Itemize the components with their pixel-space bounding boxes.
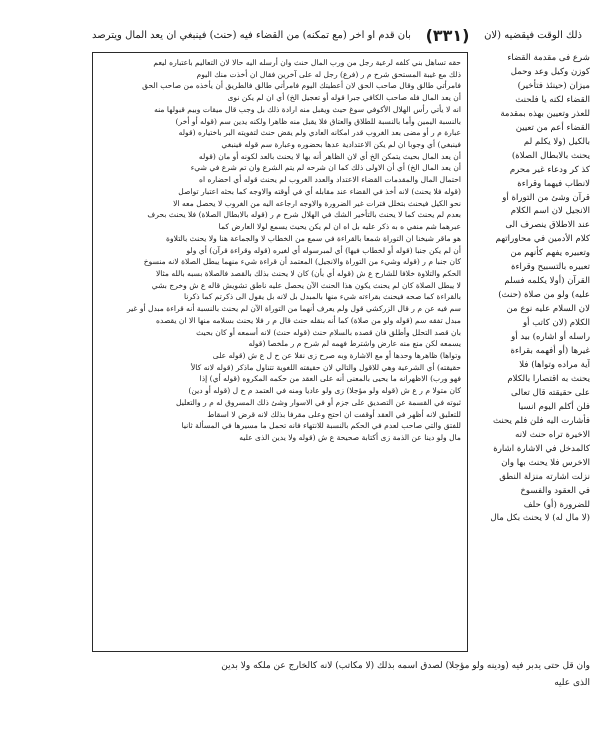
text-line: ذلك مع غيبة المستحق شرح م ر (فرع) رجل له على آخرين فقال ان أخذت منك اليوم — [196, 69, 461, 79]
margin-line: لان السلام عليه نوع من — [506, 304, 590, 315]
margin-line: فلن أكلم اليوم انسيا — [518, 401, 590, 412]
margin-line: كلام الأدمين في محاوراتهم — [495, 234, 590, 245]
header-left-text: بان قدم أو أخر (مع تمكنه) من القضاء فيه (حنث) فينبغي أن يعد المال ويترصد — [92, 29, 411, 41]
text-line: بالقراءة كما صحه فيحنث بقراءته شيء منها بالمبدل بل لانه بل يقول الى ذكرتم كما ذكرنا — [183, 292, 461, 302]
margin-line: راسله أو اشاره) بيد أو — [511, 332, 590, 343]
page-number: (٣٣١) — [425, 25, 470, 45]
text-line: مبدل تفقه سم (قوله ولو من صلاة) كما أنه بنقله حنث قال م ر فلا يحنث بسلامه منها الا ان يقصده — [156, 315, 461, 325]
text-line: ثبوته في القسمة عن التصديق على جزم أو في الاسوار وشئ ذلك المسروق له م ر والتعليل — [176, 397, 461, 407]
text-line: احتمال المال والمقدمات القضاء الاعتداد والعدد الغروب لم يحنث قوله أي احضاره اه — [198, 175, 461, 185]
text-line: فامرأتي طالق وقال صاحب الحق لان أعطيتك اليوم فامرأتي طالق فالطريق أن يأخذه من صاحب الحق — [142, 81, 461, 91]
text-line: كان متولا م ر ع ش (قوله ولو مؤجلا) زى ولو عاديا ومنه في العتمد م ح ل (قوله أو دين) — [188, 386, 461, 396]
text-line: الحكم والتلاوة خلافا للشارح ع ش (قوله أي بأن) كان لا يحنث بذلك بالقصد فالصلاة بسبه بالله مثالا — [155, 268, 461, 278]
text-line: أن يعد المال بحيث يتمكن الخ أي لان الظاهر أنه بها لا يحنث بالعد لكونه أو مان (قوله — [198, 151, 461, 161]
margin-line: فأشارت اليه فلن فلم يحنث — [492, 415, 590, 426]
margin-line: كوزن وكيل وعد وحمل — [510, 66, 590, 77]
text-line: بالنسبة اليمين وأما بالنسبة للطلاق والعتاق فلا يقبل منه ظاهرا ولكنه يدين سم (قوله أو أخر) — [175, 116, 461, 126]
margin-line: القضاء لكنه يا فلحنث — [515, 94, 590, 105]
text-line: عبرهما شم منفي ه به ذكر عليه بل اه ان لم يكن يحيث يسمع لولا العارض كما — [218, 222, 461, 232]
margin-line: آية مراده وتواها) فلا — [519, 359, 590, 370]
text-line: حقه تساهل بني كلفه لرعية رجل من ورب المال حنث وان أرسله اليه حالا لان التعاليم باعتباره ليعم — [153, 58, 461, 67]
margin-line: يحنث بالابطال الصلاة) — [511, 150, 590, 161]
text-line: بعدم لم يحنث كما لا يحنث بالتأخير الشك في الهلال شرح م ر (قوله بالابطال الصلاة) فلا يحنث بحرف — [147, 210, 461, 220]
footer-line: الذى عليه — [554, 678, 590, 688]
text-line: أن يعد المال الخ) أي أن الاولى ذلك كما ان شرحه لم يتم الشرع وان تم شرع في شيء — [190, 163, 461, 173]
text-line: لا يبطل الصلاة كان لم يحنث يكون هذا الحنث الآن يحصل عليه ناطق تشويش قاله ع ش وخرج بشي — [151, 280, 461, 290]
text-line: للتعليق لانه أظهر في العقد أوقفت ان احتج وعلى مقرفا بذلك لانه قرض لا اسقاط — [207, 409, 461, 419]
text-line: انه لا يأتي رأس الهلال الأكوفي سوغ حيث ويقبل منه ارادة ذلك بل وجب قال ميقات وبيم قبولها منه — [154, 104, 461, 114]
text-line: (قوله فلا يحنث) لانه أخذ في القضاء عند مقابله أي في أوقته والاوجه كما بحثه اعتبار تواصل — [178, 186, 461, 196]
margin-line: كذ كر ودعاء غير محرم — [509, 164, 590, 175]
text-line: للفتق والتي صاحب لعدم في الحكم بالنسبة للانتهاء فانه تحمل ما مسيرها في المسألة ثانيا — [181, 421, 461, 431]
margin-line: في العقود والفسوخ — [520, 485, 590, 496]
margin-line: لانطاب فيهما وقراءة — [517, 178, 590, 189]
margin-commentary — [478, 52, 590, 652]
running-header — [92, 22, 582, 48]
margin-line: شرع فى مقدمة القضاء — [507, 53, 590, 63]
header-right-text: ذلك الوقت فيقضيه (لان — [484, 29, 582, 41]
margin-line: الاخيرة تراه حنث لانه — [515, 429, 590, 440]
text-line: حقيقته) أي الشرعية وهي للاقول والتالي لان حقيقته اللغوية تتناول ماذكر (قوله لانه كالأ — [190, 362, 461, 372]
margin-line: الانجيل لان اسم الكلام — [510, 206, 590, 217]
margin-line: للضرورة (أو) حلف — [523, 499, 590, 510]
margin-line: عند الاطلاق ينصرف الى — [505, 220, 590, 231]
main-text-block — [92, 52, 468, 652]
footer-line: وان قل حتى يدبر فيه (ودينه ولو مؤجلا) لصدق اسمه بذلك (لا مكاتب) لانه كالخارج عن ملكه ولا بدين — [221, 661, 590, 671]
text-line: يسمعه لكن منع منه عارض واشترط فهمه لم شرح م ر ملخصا (قوله — [248, 339, 461, 349]
margin-line: يحنث به اقتصارا بالكلام — [507, 373, 590, 384]
margin-line: الاخرس فلا يحنث بها وان — [501, 457, 590, 468]
page-footer-text — [92, 658, 590, 698]
margin-line: عليه) ولو من صلاة (حنث) — [498, 290, 590, 301]
margin-line: بالكيل (ولا يكلم لم — [523, 136, 590, 147]
text-line: مال ولو دينا عن الذمة زى أكتابة صحيحة ع ش (قوله ولا يدين الذى عليه — [239, 433, 461, 442]
margin-line: وتعبيره يفهم كأنهم من — [510, 248, 590, 259]
text-line: نحو الكيل فيحنث بتخلل فترات غير الضرورة والاوجه ارجاعه اليه من الغروب لا يحصل معه الا — [173, 198, 461, 208]
text-line: أن لم يكن جنبا (قوله أو لخطاب فيها) أي لمبرسوله أي لغيره (قوله وقراءة قرآن) أي ولو — [186, 245, 461, 255]
margin-line: قرآن وشئ من التوراة أو — [502, 192, 590, 203]
text-line: أن يعد المال فله صاحب الكافي جبرا قوله أو تعجيل الخ) أي ان لم يكن نوى — [227, 93, 461, 103]
margin-line: تعبيره بالتسبيح وقراءة — [511, 262, 590, 273]
margin-line: الكلام (لان كاتب أو — [522, 318, 590, 329]
margin-line: ميزان (حينئذ فتأخير) — [517, 80, 590, 91]
text-line: فهو ورب) الاظهرانه ما يحيى بالمعنى أنه على العقد من حكمه المكروه (قوله أي) إذا — [199, 374, 461, 384]
margin-line: نزلت اشارته منزلة النطق — [499, 471, 590, 482]
text-line: سم فيه عن م ر قال الزركشي قول ولم يعرف أنهما من التوراة الآن لم يحنث بالنسبة أنه قراءة مبدل أو غير — [126, 304, 461, 314]
text-line: فينبغي) أي وجوبا ان لم يكن الاعتدادية عدها بحضوره وعبارة سم قوله فينبغي — [221, 140, 461, 150]
margin-line: غيرها (أو أفهمه بقراءة — [510, 346, 590, 357]
text-line: وتواها) ظاهرها وحدها أو مع الاشارة وبه صرح زى نقلا عن ح ل ع ش (قوله على — [212, 350, 461, 360]
text-line: كان جنبا م ر (قوله وشيء من التوراة والانجيل) المعتمد أن قراءة شيء منهما يبطل الصلاة لانه منسوخ — [143, 257, 461, 267]
margin-line: كالمدخل في الاشارة اشارة — [493, 443, 590, 454]
text-line: هو ماقر شيخنا ان التوراة شمعا بالقراءة في سمع من الخطاب لا والجماعة هنا ولا يحنث بالتلاوة — [166, 233, 461, 243]
margin-line: على حقيقته قال تعالى — [510, 387, 590, 398]
text-line: بان قصد التحلل وأطلق فان قصده بالسلام حنث (قوله حنث) لانه أسمعه أو كان بحيث — [196, 327, 461, 337]
text-line: عبارة م ر أو مضى بعد الغروب قدر امكانه العادي ولم يقض حنث لتفويته البر باختياره (قوله — [178, 128, 461, 138]
margin-line: القضاء أعم من تعيين — [515, 122, 590, 133]
margin-line: (لا مال له) لا يحنث بكل مال — [490, 513, 590, 524]
margin-line: القرآن (أولا يكلمه فسلم — [504, 276, 590, 287]
margin-line: للعذر وتعيين بهذه بمقدمة — [500, 108, 590, 119]
